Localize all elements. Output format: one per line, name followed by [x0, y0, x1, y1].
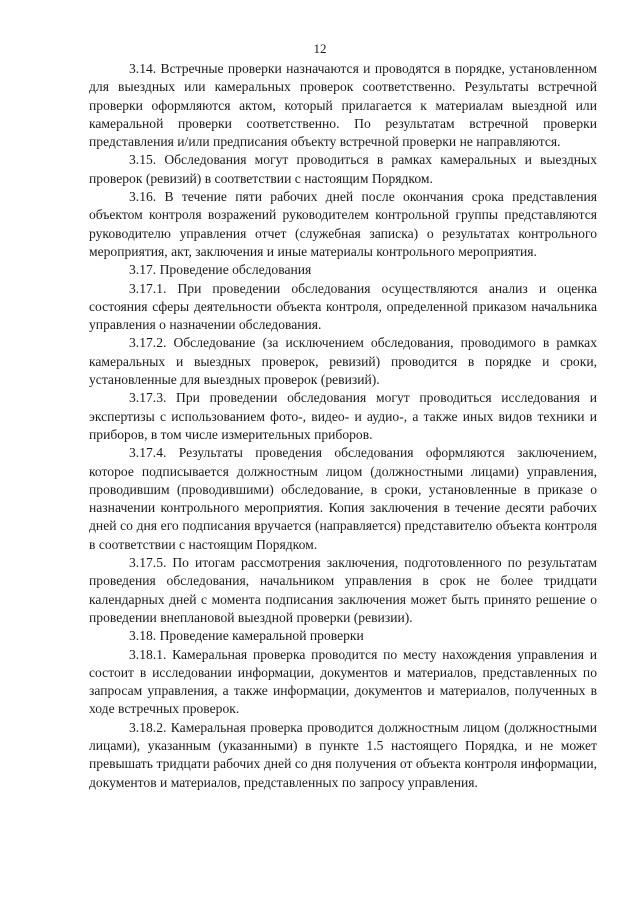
paragraph-3-14: 3.14. Встречные проверки назначаются и проводятся в порядке, установленном для выездных или камеральных проверок соответственно. Результаты встречной проверки оформляются актом, который прилагается к материалам выездной или камеральной проверки соответственно. По результатам встречной проверки представления и/или предписания объекту встречной проверки не направляются. [89, 61, 597, 150]
paragraph-3-15: 3.15. Обследования могут проводиться в рамках камеральных и выездных проверок (ревизий) в соответствии с настоящим Порядком. [89, 152, 597, 186]
paragraph-3-18-2: 3.18.2. Камеральная проверка проводится должностным лицом (должностными лицами), указанным (указанными) в пункте 1.5 настоящего Порядка, и не может превышать тридцати рабочих дней со дня получения от объекта контроля информации, документов и материалов, представленных по запросу управления. [89, 719, 597, 790]
section-heading-3-17: 3.17. Проведение обследования [129, 262, 312, 278]
page-number: 12 [313, 41, 327, 56]
paragraph-3-16: 3.16. В течение пяти рабочих дней после окончания срока представления объектом контроля возражений руководителем контрольной группы представляются руководителю управления отчет (служебная записка) о результатах контрольного мероприятия, акт, заключения и иные материалы контрольного мероприятия. [89, 189, 597, 259]
paragraph-3-17-3: 3.17.3. При проведении обследования могут проводиться исследования и экспертизы с использованием фото-, видео- и аудио-, а также иных видов техники и приборов, в том числе измерительных приборов. [89, 390, 597, 442]
paragraph-3-17-4: 3.17.4. Результаты проведения обследования оформляются заключением, которое подписывается должностным лицом (должностными лицами) управления, проводившим (проводившими) обследование, в сроки, установленные в приказе о назначении контрольного мероприятия. Копия заключения в течение десяти рабочих дней со дня его подписания вручается (направляется) представителю объекта контроля в соответствии с настоящим Порядком. [89, 445, 597, 552]
paragraph-3-17-1: 3.17.1. При проведении обследования осуществляются анализ и оценка состояния сферы деятельности объекта контроля, определенной приказом начальника управления о назначении обследования. [89, 280, 597, 333]
paragraph-3-17-5: 3.17.5. По итогам рассмотрения заключения, подготовленного по результатам проведения обследования, начальником управления в срок не более тридцати календарных дней с момента подписания заключения может быть принято решение о проведении внеплановой выездной проверки (ревизии). [89, 555, 597, 625]
paragraph-3-18-1: 3.18.1. Камеральная проверка проводится по месту нахождения управления и состоит в исследовании информации, документов и материалов, представленных по запросам управления, а также информации, документов и материалов, полученных в ходе встречных проверок. [89, 646, 597, 717]
document-body [89, 60, 597, 792]
paragraph-3-17-2: 3.17.2. Обследование (за исключением обследования, проводимого в рамках камеральных и выездных проверок, ревизий) проводится в порядке и сроки, установленные для выездных проверок (ревизий). [89, 335, 597, 388]
section-heading-3-18: 3.18. Проведение камеральной проверки [129, 628, 364, 644]
